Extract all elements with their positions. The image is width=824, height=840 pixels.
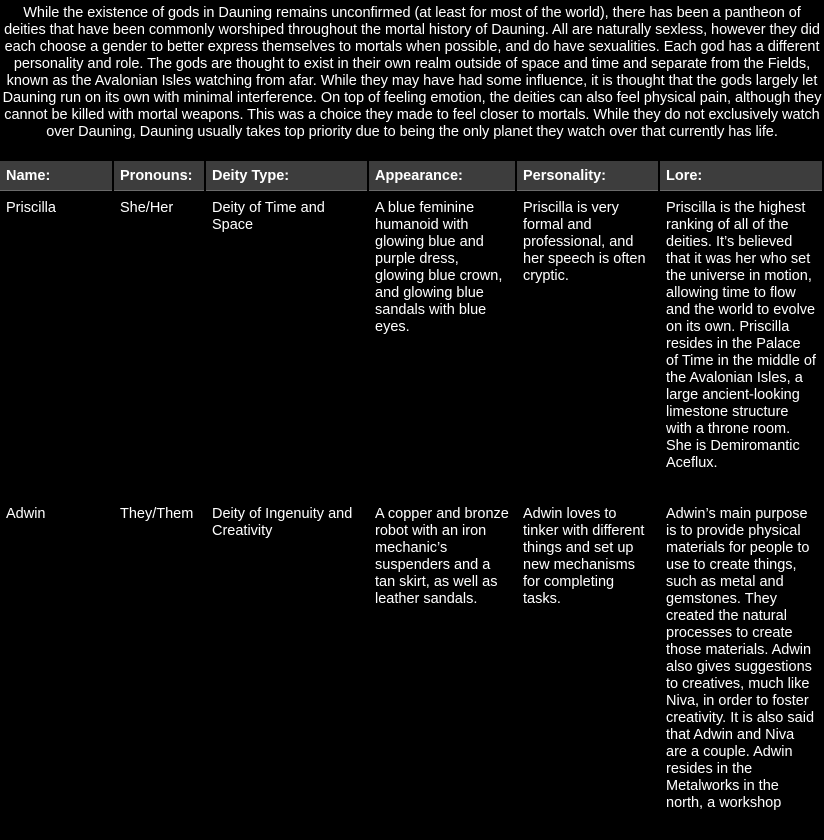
- cell-appearance: A blue feminine humanoid with glowing blue and purple dress, glowing blue crown, and glowing blue sandals with blue eyes.: [369, 193, 515, 497]
- cell-appearance: A copper and bronze robot with an iron mechanic’s suspenders and a tan skirt, as well as leather sandals.: [369, 499, 515, 820]
- table-row: [0, 499, 822, 820]
- cell-name: Adwin: [0, 499, 112, 820]
- header-personality: Personality:: [517, 161, 658, 191]
- cell-name: Priscilla: [0, 193, 112, 497]
- deity-table: [0, 159, 824, 822]
- header-pronouns: Pronouns:: [114, 161, 204, 191]
- table-header-row: [0, 161, 822, 191]
- header-appearance: Appearance:: [369, 161, 515, 191]
- cell-personality: Priscilla is very formal and professional, and her speech is often cryptic.: [517, 193, 658, 497]
- cell-deity-type: Deity of Time and Space: [206, 193, 367, 497]
- cell-lore: Priscilla is the highest ranking of all of the deities. It’s believed that it was her who set the universe in motion, allowing time to flow and the world to evolve on its own. Priscilla resides in the Palace of Time in the middle of the Avalonian Isles, a large ancient-looking limestone structure with a throne room. She is Demiromantic Aceflux.: [660, 193, 822, 497]
- cell-pronouns: She/Her: [114, 193, 204, 497]
- cell-lore: Adwin’s main purpose is to provide physical materials for people to use to create things, such as metal and gemstones. They created the natural processes to create those materials. Adwin also gives suggestions to creatives, much like Niva, in order to foster creativity. It is also said that Adwin and Niva are a couple. Adwin resides in the Metalworks in the north, a workshop: [660, 499, 822, 820]
- cell-pronouns: They/Them: [114, 499, 204, 820]
- intro-paragraph: While the existence of gods in Dauning remains unconfirmed (at least for most of the world), there has been a pantheon of deities that have been commonly worshiped throughout the mortal history of Dauning. All are naturally sexless, however they did each choose a gender to better express themselves to mortals when possible, and do have sexualities. Each god has a different personality and role. The gods are thought to exist in their own realm outside of space and time and separate from the Fields, known as the Avalonian Isles watching from afar. While they may have had some influence, it is thought that the gods largely let Dauning run on its own with minimal interference. On top of feeling emotion, the deities can also feel physical pain, although they cannot be killed with mortal weapons. This was a choice they made to feel closer to mortals. While they do not exclusively watch over Dauning, Dauning usually takes top priority due to being the only planet they watch over that currently has life.: [2, 5, 822, 140]
- table-row: [0, 193, 822, 497]
- cell-deity-type: Deity of Ingenuity and Creativity: [206, 499, 367, 820]
- header-deity-type: Deity Type:: [206, 161, 367, 191]
- header-lore: Lore:: [660, 161, 822, 191]
- cell-personality: Adwin loves to tinker with different things and set up new mechanisms for completing tasks.: [517, 499, 658, 820]
- header-name: Name:: [0, 161, 112, 191]
